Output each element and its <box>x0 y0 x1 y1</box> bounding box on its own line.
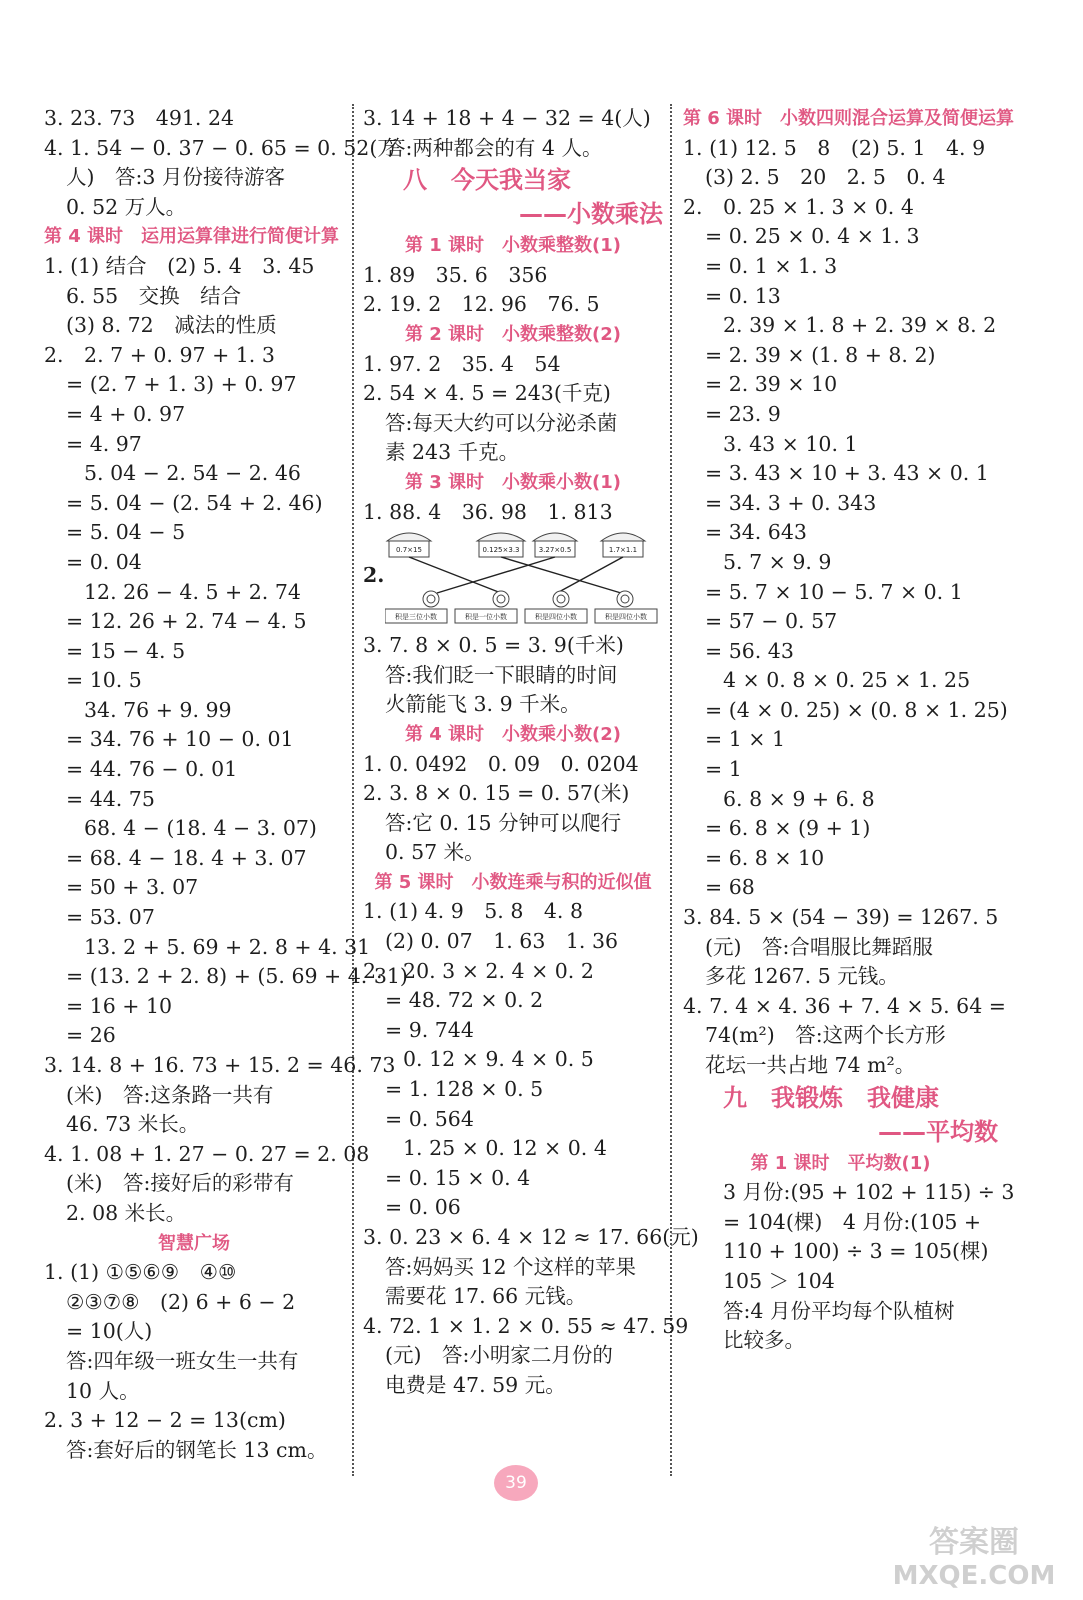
answer-line: 3. 7. 8 × 0. 5 = 3. 9(千米) <box>363 633 624 658</box>
house-label: 1.7×1.1 <box>608 546 638 555</box>
answer-line: 4. 7. 4 × 4. 36 + 7. 4 × 5. 64 = <box>683 993 1006 1018</box>
answer-line: 需要花 17. 66 元钱。 <box>385 1284 587 1309</box>
answer-line: 46. 73 米长。 <box>66 1112 200 1137</box>
answer-line: = 5. 04 − (2. 54 + 2. 46) <box>66 490 323 515</box>
unit-title-8: 八 今天我当家 <box>403 166 571 195</box>
answer-line: 1. 0. 0492 0. 09 0. 0204 <box>363 751 639 776</box>
snail-label: 积是一位小数 <box>465 613 507 622</box>
snail-label: 积是四位小数 <box>605 613 647 622</box>
answer-line: = 15 − 4. 5 <box>66 638 186 663</box>
answer-line: 2. 08 米长。 <box>66 1200 187 1225</box>
figure-number: 2. <box>363 563 385 588</box>
answer-line: (元) 答:小明家二月份的 <box>385 1343 613 1368</box>
answer-line: 1. (1) 结合 (2) 5. 4 3. 45 <box>44 253 315 278</box>
answer-line: 2. 39 × 1. 8 + 2. 39 × 8. 2 <box>723 313 997 338</box>
answer-line: = (2. 7 + 1. 3) + 0. 97 <box>66 372 297 397</box>
lesson-heading: 第 1 课时 平均数(1) <box>750 1152 931 1174</box>
watermark-logo <box>879 1516 1069 1592</box>
snail-3 <box>525 591 587 623</box>
answer-line: = 2. 39 × (1. 8 + 8. 2) <box>705 342 936 367</box>
match-line <box>557 557 623 593</box>
answer-line: = 34. 76 + 10 − 0. 01 <box>66 727 294 752</box>
matching-diagram <box>385 527 661 631</box>
house-label: 0.7×15 <box>396 546 422 555</box>
lesson-heading: 第 1 课时 小数乘整数(1) <box>404 235 622 257</box>
answer-line: 比较多。 <box>723 1328 805 1353</box>
answer-line: 1. 97. 2 35. 4 54 <box>363 351 561 376</box>
answer-line: 2. 3 + 12 − 2 = 13(cm) <box>44 1408 286 1433</box>
answer-column-3 <box>683 104 1015 1356</box>
answer-line: = 6. 8 × 10 <box>705 845 825 870</box>
answer-line: = 23. 9 <box>705 401 781 426</box>
answer-line: = 1 × 1 <box>705 727 785 752</box>
answer-line: = 44. 75 <box>66 786 155 811</box>
answer-line: = 0. 04 <box>66 549 142 574</box>
answer-line: (米) 答:接好后的彩带有 <box>66 1171 294 1196</box>
answer-line: = 50 + 3. 07 <box>66 875 199 900</box>
answer-line: 火箭能飞 3. 9 千米。 <box>385 692 581 717</box>
answer-line: = 68. 4 − 18. 4 + 3. 07 <box>66 845 307 870</box>
answer-line: = 12. 26 + 2. 74 − 4. 5 <box>66 609 307 634</box>
answer-line: 素 243 千克。 <box>385 440 520 465</box>
answer-line: = 57 − 0. 57 <box>705 609 838 634</box>
answer-line: = 0. 06 <box>385 1195 461 1220</box>
answer-line: 10 人。 <box>66 1378 140 1403</box>
answer-line: 4. 1. 08 + 1. 27 − 0. 27 = 2. 08 <box>44 1141 370 1166</box>
lesson-heading: 第 6 课时 小数四则混合运算及简便运算 <box>683 108 1015 129</box>
answer-line: 2. 20. 3 × 2. 4 × 0. 2 <box>363 958 594 983</box>
answer-line: 电费是 47. 59 元。 <box>385 1372 566 1397</box>
answer-line: 答:我们眨一下眼睛的时间 <box>385 662 618 687</box>
answer-line: = (4 × 0. 25) × (0. 8 × 1. 25) <box>705 697 1008 722</box>
answer-line: 105 ＞ 104 <box>723 1268 835 1293</box>
watermark-bottom: MXQE.COM <box>892 1561 1056 1591</box>
answer-line: (3) 2. 5 20 2. 5 0. 4 <box>705 165 946 190</box>
answer-line: = 6. 8 × (9 + 1) <box>705 816 871 841</box>
answer-line: = 53. 07 <box>66 905 155 930</box>
answer-line: = 104(棵) 4 月份:(105 + <box>723 1209 982 1234</box>
answer-line: (3) 8. 72 减法的性质 <box>66 313 277 338</box>
answer-line: = 16 + 10 <box>66 993 173 1018</box>
answer-line: 花坛一共占地 74 m²。 <box>705 1053 916 1077</box>
answer-line: 1. (1) 4. 9 5. 8 4. 8 <box>363 899 583 924</box>
answer-line: = 68 <box>705 875 755 900</box>
answer-line: = 4. 97 <box>66 431 142 456</box>
section-heading-wisdom: 智慧广场 <box>158 1232 230 1254</box>
answer-line: 3. 43 × 10. 1 <box>723 431 858 456</box>
answer-line: 答:两种都会的有 4 人。 <box>385 135 603 160</box>
match-line <box>501 557 621 593</box>
answer-line: 2. 0. 25 × 1. 3 × 0. 4 <box>683 194 914 219</box>
answer-line: 0. 52 万人。 <box>66 194 187 219</box>
answer-line: 2. 3. 8 × 0. 15 = 0. 57(米) <box>363 781 630 806</box>
snail-4 <box>595 591 657 623</box>
answer-line: 2. 2. 7 + 0. 97 + 1. 3 <box>44 342 275 367</box>
answer-line: 6. 55 交换 结合 <box>66 283 242 308</box>
snail-label: 积是四位小数 <box>535 613 577 622</box>
answer-line: 4 × 0. 8 × 0. 25 × 1. 25 <box>723 668 971 693</box>
answer-line: = 56. 43 <box>705 638 794 663</box>
answer-line: ②③⑦⑧ (2) 6 + 6 − 2 <box>66 1289 296 1314</box>
answer-line: 1. 88. 4 36. 98 1. 813 <box>363 499 613 524</box>
answer-line: = 48. 72 × 0. 2 <box>385 988 544 1013</box>
page-number: 39 <box>494 1465 538 1501</box>
answer-line: = 34. 643 <box>705 520 807 545</box>
lesson-heading: 第 2 课时 小数乘整数(2) <box>404 323 622 345</box>
answer-line: 答:每天大约可以分泌杀菌 <box>385 410 618 435</box>
answer-line: = 0. 564 <box>385 1106 474 1131</box>
snail-1 <box>385 591 447 623</box>
answer-line: 3. 14. 8 + 16. 73 + 15. 2 = 46. 73 <box>44 1053 396 1077</box>
lesson-heading: 第 4 课时 运用运算律进行简便计算 <box>44 226 340 248</box>
answer-line: 5. 04 − 2. 54 − 2. 46 <box>84 461 301 486</box>
answer-line: 答:套好后的钢笔长 13 cm。 <box>66 1437 328 1462</box>
answer-line: 答:四年级一班女生一共有 <box>66 1348 299 1373</box>
answer-line: = 3. 43 × 10 + 3. 43 × 0. 1 <box>705 461 989 486</box>
answer-line: = 10. 5 <box>66 668 142 693</box>
answer-line: = 5. 7 × 10 − 5. 7 × 0. 1 <box>705 579 963 604</box>
answer-line: = (13. 2 + 2. 8) + (5. 69 + 4. 31) <box>66 964 408 989</box>
watermark-top: 答案圈 <box>929 1525 1019 1560</box>
answer-line: 答:妈妈买 12 个这样的苹果 <box>385 1254 637 1279</box>
answer-line: = 0. 25 × 0. 4 × 1. 3 <box>705 224 920 249</box>
answer-line: = 44. 76 − 0. 01 <box>66 757 238 782</box>
answer-line: 6. 8 × 9 + 6. 8 <box>723 786 875 811</box>
answer-line: 2. 19. 2 12. 96 76. 5 <box>363 292 600 317</box>
answer-line: 12. 26 − 4. 5 + 2. 74 <box>84 579 301 604</box>
answer-line: 2. 54 × 4. 5 = 243(千克) <box>363 381 611 406</box>
answer-line: (元) 答:合唱服比舞蹈服 <box>705 934 933 959</box>
house-label: 3.27×0.5 <box>538 546 572 555</box>
answer-line: = 1. 128 × 0. 5 <box>385 1077 544 1102</box>
lesson-heading: 第 4 课时 小数乘小数(2) <box>404 723 622 745</box>
answer-line: 74(m²) 答:这两个长方形 <box>705 1023 946 1048</box>
answer-line: 5. 7 × 9. 9 <box>723 549 832 574</box>
answer-line: = 10(人) <box>66 1319 153 1344</box>
answer-line: = 0. 15 × 0. 4 <box>385 1165 531 1190</box>
house-1 <box>387 533 431 557</box>
lesson-heading: 第 3 课时 小数乘小数(1) <box>404 471 622 493</box>
answer-line: 4. 1. 54 − 0. 37 − 0. 65 = 0. 52(万 <box>44 135 398 160</box>
answer-line: = 34. 3 + 0. 343 <box>705 490 877 515</box>
answer-line: 4. 72. 1 × 1. 2 × 0. 55 ≈ 47. 59 <box>363 1313 689 1338</box>
answer-line: 多花 1267. 5 元钱。 <box>705 964 899 989</box>
matching-figure <box>363 527 663 631</box>
answer-line: = 0. 13 <box>705 283 781 308</box>
answer-line: 1. 25 × 0. 12 × 0. 4 <box>403 1136 607 1161</box>
snail-label: 积是三位小数 <box>395 613 437 622</box>
answer-line: (2) 0. 07 1. 63 1. 36 <box>385 929 619 954</box>
unit-title-9: 九 我锻炼 我健康 <box>723 1083 939 1112</box>
answer-line: 3. 0. 23 × 6. 4 × 12 ≈ 17. 66(元) <box>363 1225 699 1249</box>
answer-line: 0. 12 × 9. 4 × 0. 5 <box>403 1047 594 1072</box>
answer-line: 1. 89 35. 6 356 <box>363 262 548 287</box>
answer-line: 3. 84. 5 × (54 − 39) = 1267. 5 <box>683 905 999 930</box>
answer-line: 1. (1) 12. 5 8 (2) 5. 1 4. 9 <box>683 135 986 160</box>
answer-line: 答:它 0. 15 分钟可以爬行 <box>385 810 622 835</box>
answer-line: 68. 4 − (18. 4 − 3. 07) <box>84 816 317 841</box>
unit-subtitle-8: ——小数乘法 <box>519 200 663 229</box>
answer-line: = 4 + 0. 97 <box>66 401 186 426</box>
unit-subtitle-9: ——平均数 <box>878 1117 998 1146</box>
answer-column-2 <box>363 104 699 1401</box>
answer-line: = 9. 744 <box>385 1017 474 1042</box>
lesson-heading: 第 5 课时 小数连乘与积的近似值 <box>374 871 652 893</box>
answer-line: 答:4 月份平均每个队植树 <box>723 1298 955 1323</box>
house-3 <box>533 533 577 557</box>
answer-line: 人) 答:3 月份接待游客 <box>66 165 285 190</box>
house-label: 0.125×3.3 <box>482 546 520 555</box>
answer-column-1 <box>44 104 408 1465</box>
answer-line: = 0. 1 × 1. 3 <box>705 253 838 278</box>
answer-line: 3 月份:(95 + 102 + 115) ÷ 3 <box>723 1180 1015 1205</box>
answer-line: = 26 <box>66 1023 116 1048</box>
column-separator-1 <box>352 104 354 1476</box>
answer-line: 110 + 100) ÷ 3 = 105(棵) <box>723 1239 989 1264</box>
answer-line: = 5. 04 − 5 <box>66 520 186 545</box>
answer-line: = 1 <box>705 757 742 782</box>
answer-line: 3. 23. 73 491. 24 <box>44 106 235 130</box>
answer-line: 0. 57 米。 <box>385 840 485 865</box>
snail-2 <box>455 591 517 623</box>
house-2 <box>477 533 525 557</box>
answer-line: 34. 76 + 9. 99 <box>84 697 232 722</box>
answer-line: = 2. 39 × 10 <box>705 372 838 397</box>
answer-line: (米) 答:这条路一共有 <box>66 1082 274 1107</box>
answer-line: 1. (1) ①⑤⑥⑨ ④⑩ <box>44 1260 237 1285</box>
house-4 <box>601 533 645 557</box>
answer-line: 13. 2 + 5. 69 + 2. 8 + 4. 31 <box>84 934 371 959</box>
answer-line: 3. 14 + 18 + 4 − 32 = 4(人) <box>363 106 651 130</box>
column-separator-2 <box>670 104 672 1476</box>
